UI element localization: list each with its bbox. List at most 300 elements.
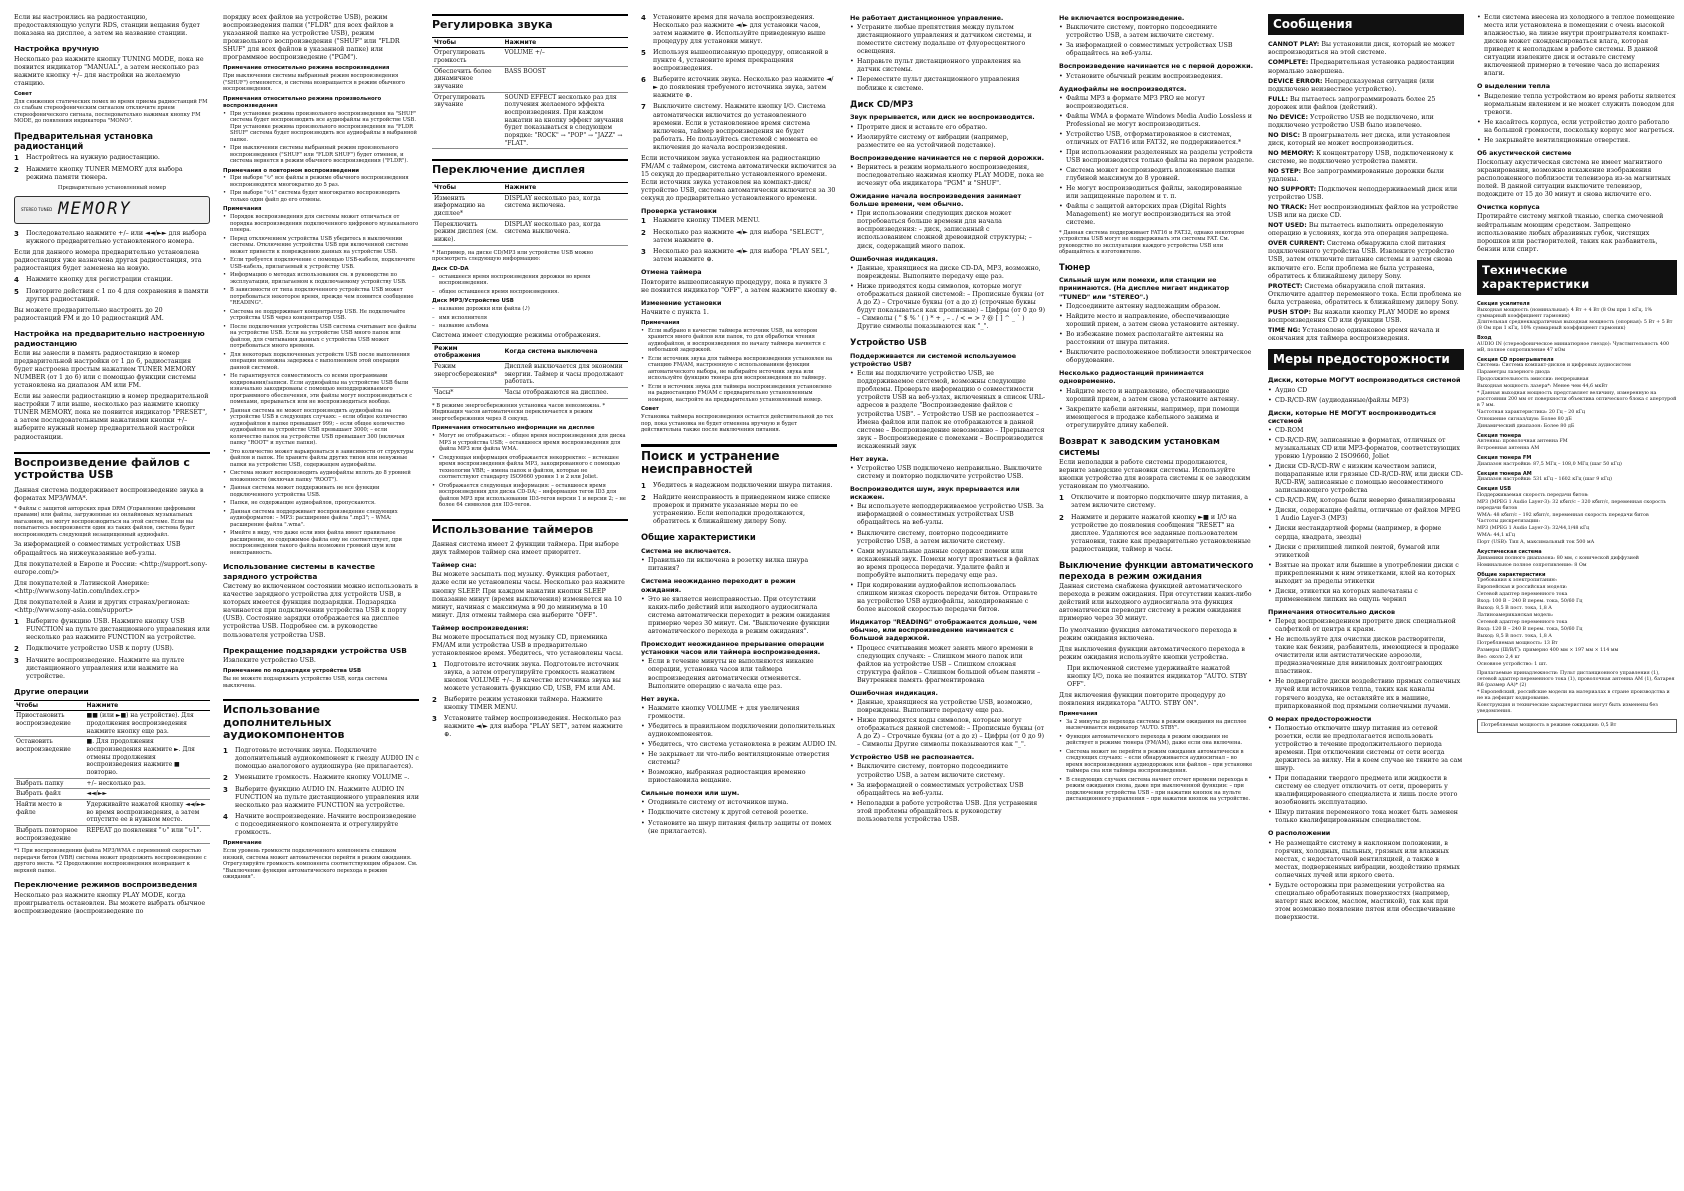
list-item: • Подключите систему к другой сетевой розетке. xyxy=(641,809,837,817)
messages-heading: Сообщения xyxy=(1268,14,1464,35)
list-item: • Если источник звука для таймера воспроизведения установлен на станцию FM/AM, настроенную с использованием функции автоматического выбора, не выбирайте источник звука или используйте функцию тюнера для воспроизведения по таймеру. xyxy=(641,356,837,382)
list-item: • Система не поддерживает концентратор USB. Не подключайте устройства USB через концентратор USB. xyxy=(223,309,419,322)
list-item: 1 Настройтесь на нужную радиостанцию. xyxy=(14,154,160,163)
spec-line: Поддерживаемая скорость передачи битов: xyxy=(1477,492,1589,498)
problem-heading: Сильные помехи или шум. xyxy=(641,789,740,798)
table-row: Переключить режим дисплея (см. ниже). DISPLAY несколько раз, когда система выключена. xyxy=(432,219,628,245)
list-item: • При выключении системы выбранный режим произвольного воспроизведения ("SHUF" или "FLDR SHUF") будет отменен, и система вернется в режим обычного воспроизведения ("FLDR"). xyxy=(223,145,419,165)
list-item: • Переместите пульт дистанционного управления поближе к системе. xyxy=(850,76,1046,92)
list-item: • Не гарантируется совместимость со всеми программами кодирования/записи. Если аудиофайлы на устройстве USB были изначально закодированы с помощью неподдерживаемого программного обеспечения, эти файлы могут воспроизводиться с помехами, прерываться или не воспроизводиться вообще. xyxy=(223,373,419,406)
list-item: • Данная система не может воспроизводить аудиофайлы на устройстве USB в следующих случаях: – если общее количество аудиофайлов в папке превышает 999; – если общее количество аудиофайлов на устройстве USB превышает 3000; – если количество папок на устройстве USB превышает 300 (включая папку "ROOT" и пустые папки). xyxy=(223,408,419,447)
spec-line: MP3 (MPEG 1 Audio Layer-3): 32/44,1/48 кГц xyxy=(1477,526,1590,532)
list-item: • Устраните любые препятствия между пультом дистанционного управления и датчиком системы, и поместите систему подальше от флуоресцентного освещения. xyxy=(850,24,1046,56)
rds-intro: Если вы настроились на радиостанцию, предоставляющую услуги RDS, станции вещания будет показана на дисплее, а затем на название станции. xyxy=(14,14,200,38)
ext-components-heading: Использование дополнительных аудиокомпонентов xyxy=(223,699,419,742)
list-item: • Нажмите кнопку VOLUME + для увеличения громкости. xyxy=(641,705,837,721)
cleaning-heading: Очистка корпуса xyxy=(1477,203,1540,212)
problem-heading: Индикатор "READING" отображается дольше, чем обычно, или воспроизведение начинается с большой задержкой. xyxy=(850,618,1037,643)
note-heading: Примечание относительно режима воспроизведения xyxy=(223,65,390,72)
change-heading: Изменение установки xyxy=(641,298,722,307)
list-item: • Вы используете неподдерживаемое устройство USB. За информацией о совместимых устройствах USB обращайтесь на веб-узлы. xyxy=(850,503,1046,527)
speaker-heading: Об акустической системе xyxy=(1477,148,1572,157)
charge-heading: Использование системы в качестве зарядного устройства xyxy=(223,562,375,581)
list-item: • Если в источник звука для таймера воспроизведения установлено на радиостанцию FM/AM с предварительно установленным номером, настройте на предварительно установленный номер. xyxy=(641,384,837,404)
list-item: • Неполадки в работе устройства USB. Для устранения этой проблемы обращайтесь к руководству пользователя устройства USB. xyxy=(850,800,1046,824)
list-item: 1 Отключите и повторно подключите шнур питания, а затем включите систему. xyxy=(1059,494,1249,510)
list-item: • Если в течение минуты не выполняются никакие операции, установка часов или таймера воспроизведения автоматически отменяется. Выполните операцию с начала еще раз. xyxy=(641,658,837,690)
list-item: PROTECT: Система обнаружила слой питания. Отключите адаптер переменного тока. Если проблема не была устранена, обратитесь к ближайшему дилеру Sony. xyxy=(1268,282,1462,306)
list-item: • Файлы MP3 в формате MP3 PRO не могут воспроизводиться. xyxy=(1059,95,1255,111)
list-item: • Взятые на прокат или бывшие в употреблении диски с прикрепленными к ним этикетками, клей на которых выходит за пределы этикетки xyxy=(1268,562,1464,586)
list-item: • Не используйте для очистки дисков растворители, такие как бензин, разбавитель, имеющиеся в продаже очистители или антистатические аэрозоли, предназначенные для виниловых долгоиграющих пластинок. xyxy=(1268,636,1464,676)
spec-line: Параметры лазерного диода xyxy=(1477,370,1550,376)
list-item: NO STEP: Все запрограммированные дорожки были удалены. xyxy=(1268,168,1444,184)
list-item: • Найдите место и направление, обеспечивающие хороший прием, а затем снова установите антенну. xyxy=(1059,313,1255,329)
troubleshooting-heading: Поиск и устранение неисправностей xyxy=(641,444,837,478)
note-heading: Примечания xyxy=(1059,710,1098,717)
play-timer-steps xyxy=(432,661,628,739)
list-item: TIME NG: Установлено одинаковое время начала и окончания для таймера воспроизведения. xyxy=(1268,326,1440,342)
spec-group-heading: Секция тюнера AM xyxy=(1477,470,1532,477)
play-timer-text: Вы можете просыпаться под музыку CD, приемника FM/AM или устройства USB в предварительно установленное время. Убедитесь, что установлены часы. xyxy=(432,633,623,657)
auto-standby-text-5: Для включения функции повторите процедуру до появления индикатора "AUTO. STBY ON". xyxy=(1059,691,1226,707)
factory-reset-text: Если неполадки в работе системы продолжаются, верните заводские установки системы. Используйте кнопки устройства для возврата системы к ее заводским установкам по умолчанию. xyxy=(1059,459,1251,491)
list-item: • CD-R/CD-RW, которые были неверно финализированы xyxy=(1268,497,1464,505)
listen-text-2: Если вы занесли радиостанцию в номер предварительной настройки 7 или выше, несколько раз нажмите кнопку TUNER MEMORY, пока не появится индикатор "PRESET", а затем последовательными нажатиями кнопки +/– выберите нужный номер предварительной настройки радиостанции. xyxy=(14,393,209,441)
sound-table: Чтобы Нажмите Отрегулировать громкость VOLUME +/– Обеспечить более динамичное звучание BASS BOOST Отрегулировать звучание SOUND EFFECT несколько раз для получения желаемого эффекта воспроизведения. При каждом нажатии на кнопку эффект звучания будет показываться в следующем порядке: "ROCK" → "POP" → "JAZZ" → "FLAT". xyxy=(432,37,628,150)
problem-heading: Ошибочная индикация. xyxy=(850,688,938,697)
display-modes-intro: Система имеет следующие режимы отображения. xyxy=(432,331,601,339)
spec-group-heading: Секция CD проигрывателя xyxy=(1477,356,1554,363)
spec-group-heading: Общие характеристики xyxy=(1477,571,1546,578)
stop-charge-text: Извлеките устройство USB. xyxy=(223,657,316,665)
list-item: • Система может воспроизводить вложенные папки глубиной максимум до 8 уровней. xyxy=(1059,167,1255,183)
list-item: • CD-R/CD-RW, записанные в форматах, отличных от музыкальных CD или MP3-форматов, соответствующих уровню 1/уровню 2 ISO9660, Joliet xyxy=(1268,437,1464,461)
list-item: CANNOT PLAY: Вы установили диск, который не может воспроизводиться на этой системе. xyxy=(1268,41,1455,57)
problem-heading: Ошибочная индикация. xyxy=(850,254,938,263)
safety-heading: О мерах предосторожности xyxy=(1268,714,1372,723)
spec-line: Порт (USB): Тип A, максимальный ток 500 мА xyxy=(1477,540,1595,546)
list-item: No DEVICE: Устройство USB не подключено, или подключено устройство USB было извлечено. xyxy=(1268,113,1434,129)
cd-mp3-heading: Диск CD/MP3 xyxy=(850,98,914,109)
list-item: • Перед отключением устройства USB убедитесь в выключении системы. Отключение устройства USB при включенной системе может привести к повреждению данных на устройстве USB. xyxy=(223,236,419,256)
fat-footnote: * Данная система поддерживает FAT16 и FAT32, однако некоторые устройства USB могут не поддерживать эти системы FAT. См. руководство по эксплуатации каждого устройства USB или обращайтесь к изготовителю. xyxy=(1059,229,1245,255)
timers-intro: Данная система имеет 2 функции таймера. При выборе двух таймеров таймер сна имеет приоритет. xyxy=(432,541,619,557)
specs-list xyxy=(1477,301,1677,715)
list-item: • Данные, хранящиеся на диске CD-DA, MP3, возможно, повреждены. Выполните передачу еще раз. xyxy=(850,265,1046,281)
list-item: 3 Последовательно нажмите +/– или ◄◄/►► для выбора нужного предварительно установленного номера. xyxy=(14,229,207,245)
spec-line: Прилагаемые принадлежности: Пульт дистанционного управления (1), сетевой адаптер переменного тока (1), проволочная антенна AM (1), батарея R6 (размер AA)* (2) xyxy=(1477,670,1675,688)
problem-heading: Нет звука. xyxy=(850,454,889,463)
preset-heading: Предварительная установка радиостанций xyxy=(14,130,154,152)
spec-line: AUDIO IN (стереофоническое миниатюрное гнездо): Чувствительность 400 мВ, полное сопротивление 47 кОм xyxy=(1477,341,1670,353)
list-item: • Сами музыкальные данные содержат помехи или искаженный звук. Помехи могут проявиться в файлах во время процесса передачи. Удалите файл и попробуйте выполнить передачу еще раз. xyxy=(850,548,1046,580)
list-item: NO DISC: В проигрыватель нет диска, или установлен диск, который не может воспроизводиться. xyxy=(1268,131,1451,147)
preset-steps-2 xyxy=(14,230,210,246)
problem-heading: Воспроизводится шум, звук прерывается или искажен. xyxy=(850,485,1020,502)
list-item: • Изолируйте систему от вибрации (например, разместите ее на устойчивой подставке). xyxy=(850,134,1046,150)
list-item: • Диски нестандартной формы (например, в форме сердца, квадрата, звезды) xyxy=(1268,525,1464,541)
list-item: 2 Нажмите и держите нажатой кнопку ►■ и I/⏻ на устройстве до появления сообщения "RESET" на дисплее. Удаляются все заданные пользователем установки, такие как предварительно установленные радиостанции, таймер и часы. xyxy=(1059,513,1251,553)
list-item: NO TRACK: Нет воспроизводимых файлов на устройстве USB или на диске CD. xyxy=(1268,204,1459,220)
problem-heading: Воспроизведение начинается не с первой дорожки. xyxy=(850,153,1044,162)
spec-group-heading: Секция тюнера xyxy=(1477,433,1522,440)
list-item: • Функция автоматического перехода в режим ожидания не действует в режиме тюнера (FM/AM), даже если она включена. xyxy=(1059,734,1255,747)
list-item: • Система может не перейти в режим ожидания автоматически в следующих случаях: – если обнаруживается аудиосигнал – во время воспроизведения аудиодорожек или файлов – при установке таймера сна или таймера воспроизведения. xyxy=(1059,749,1255,775)
list-item: 2 Найдите неисправность в приведенном ниже списке проверок и примите указанные меры по ее устранению. Если неполадки продолжаются, обратитесь к ближайшему дилеру Sony. xyxy=(641,494,831,526)
tip-text: Для снижения статических помех во время приема радиостанций FM со слабым стереофоническим сигналом отключите прием стереофонического сигнала, последовательно нажимая кнопку FM MODE, до появления индикатора "MONO". xyxy=(14,98,208,125)
problem-heading: Система не включается. xyxy=(641,547,732,556)
spec-line: Система: Система компакт-дисков и цифровых аудиосистем xyxy=(1477,363,1631,369)
column-4 xyxy=(641,14,837,1181)
problem-heading: Ожидание начала воспроизведения занимает больше времени, чем обычно. xyxy=(850,191,1022,209)
check-heading: Проверка установки xyxy=(641,207,717,216)
list-item: • Правильно ли включена в розетку вилка шнура питания? xyxy=(641,557,837,573)
list-item: • Убедитесь в правильном подключении дополнительных аудиокомпонентов. xyxy=(641,723,837,739)
table-row: Часы* Часы отображаются на дисплее. xyxy=(432,387,628,398)
list-item: 1 Нажмите кнопку TIMER MENU. xyxy=(641,217,760,226)
note-heading: Примечания xyxy=(641,319,680,326)
spec-group-heading: Вход xyxy=(1477,335,1492,342)
column-2 xyxy=(223,14,419,1181)
list-item: DEVICE ERROR: Непредсказуемая ситуация (или подключено неизвестное устройство). xyxy=(1268,77,1435,93)
auto-standby-text-4: При включенной системе удерживайте нажатой кнопку I/⏻, пока не появится индикатор "AUTO. STBY OFF". xyxy=(1067,664,1248,688)
display-footnote: * Например, на диске CD/MP3 или устройстве USB можно просмотреть следующую информацию: xyxy=(432,249,594,263)
column-3 xyxy=(432,14,628,1181)
table-row: Режим энергосбережения* Дисплей выключается для экономии энергии. Таймер и часы продолжают работать. xyxy=(432,361,628,387)
list-item: 1 Подготовьте источник звука. Подключите дополнительный аудиокомпонент к гнезду AUDIO IN с помощью аналогового аудиошнура (не прилагается). xyxy=(223,746,419,771)
list-item: • Диски, содержащие файлы, отличные от файлов MPEG 1 Audio Layer-3 (MP3) xyxy=(1268,507,1464,523)
list-item: 6 Выберите источник звука. Несколько раз нажмите ◄/► до появления требуемого источника звука, затем нажмите ⊕. xyxy=(641,76,834,100)
spec-line: Сетевой адаптер переменного тока xyxy=(1477,592,1568,598)
list-item: • Аудио CD xyxy=(1268,387,1464,395)
list-item: • Выключите систему, повторно подсоедините устройство USB, а затем включите систему. xyxy=(1059,24,1255,40)
list-item: NO SUPPORT: Подключен неподдерживаемый диск или устройство USB. xyxy=(1268,186,1458,202)
note-heading: Примечания о повторном воспроизведении xyxy=(223,167,360,174)
list-item: • Установите на шнур питания фильтр защиты от помех (не прилагается). xyxy=(641,820,837,836)
list-item: • За информацией о совместимых устройствах USB обращайтесь на веб-узлы. xyxy=(850,782,1046,798)
spec-line: Выход: 8,5 В пост. тока, 1,8 А xyxy=(1477,606,1552,612)
spec-line: Требования к электропитанию: xyxy=(1477,578,1558,584)
usb-steps xyxy=(14,618,210,681)
problem-heading: Не включается воспроизведение. xyxy=(1059,14,1185,22)
list-item: • Выделение тепла устройством во время работы является нормальным явлением и не может служить поводом для тревоги. xyxy=(1477,93,1677,117)
list-item: • Если вы подключите устройство USB, не поддерживаемое системой, возможны следующие проблемы. Проверьте информацию о совместимости устройств USB на веб-узлах, включенных в список URL-адресов в разделе "Воспроизведение файлов с устройства USB". – Устройство USB не распознается – Имена файлов или папок не отображаются в данной системе – Воспроизведение невозможно – Прерывается звук – Воспроизведение с помехами – Воспроизводится искаженный звук xyxy=(850,370,1046,450)
preset-steps xyxy=(14,154,210,182)
spec-line: Частоты дискретизации: xyxy=(1477,519,1540,525)
auto-standby-heading: Выключение функции автоматического перехода в режим ожидания xyxy=(1059,559,1254,581)
usb-info: За информацией о совместимых устройствах USB обращайтесь на нижеуказанные веб-узлы. xyxy=(14,541,181,557)
list-item: • Диски CD-R/CD-RW с низким качеством записи, поцарапанные или грязные CD-R/CD-RW, или диски CD-R/CD-RW, записанные с помощью несовместимого записывающего устройства xyxy=(1268,463,1464,495)
list-item: • Вернитесь в режим нормального воспроизведения, последовательно нажимая кнопку PLAY MODE, пока не исчезнут оба индикатора "PGM" и "SHUF". xyxy=(850,164,1046,188)
disc-notes-heading: Примечания относительно дисков xyxy=(1268,607,1396,616)
other-ops-table: Чтобы Нажмите Приостановить воспроизведение ■■ (или ►■) на устройстве). Для продолжения воспроизведения нажмите кнопку еще раз. Остановить воспроизведение ■. Для продолжения воспроизведения нажмите ►. Для отмены продолжения воспроизведения нажмите ■ повторно. Выбрать папку +/– несколько раз. Выбрать файл ◄◄/►► Найти место в файле Удерживайте нажатой кнопку ◄◄/►► во время воспроизведения, а затем отпустите ее в нужном месте. Выбрать повторное воспроизведение REPEAT до появления "↻" или "↻1". xyxy=(14,700,210,845)
spec-line: WMA: 48 кбит/с – 192 кбит/с, переменная скорость передачи битов xyxy=(1477,512,1649,518)
list-item: • CD-R/CD-RW (аудиоданные/файлы MP3) xyxy=(1268,397,1464,405)
spec-line: Встроенная антенна AM xyxy=(1477,446,1540,452)
column-6 xyxy=(1059,14,1255,1181)
spec-line: Основное устройство: 1 шт. xyxy=(1477,661,1548,667)
list-item: 2 Нажмите кнопку TUNER MEMORY для выбора режима памяти тюнера. xyxy=(14,166,183,182)
preset-caption: Предварительно установленный номер xyxy=(57,185,167,192)
play-modes-text: Несколько раз нажмите кнопку PLAY MODE, когда проигрыватель остановлен. Вы можете выбрать обычное воспроизведение (воспроизведение по xyxy=(14,891,206,915)
note-text: Вы не можете подзаряжать устройство USB, когда система выключена. xyxy=(223,676,388,689)
list-item: • Следующая информация отображается некорректно: – истекшее время воспроизведения файла MP3, закодированного с помощью технологии VBR; – имена папок и файлов, которые не соответствуют стандарту ISO9660 уровня 1 и 2 или Joliet. xyxy=(432,455,628,481)
tip-heading: Совет xyxy=(641,406,659,413)
cancel-heading: Отмена таймера xyxy=(641,268,702,277)
speaker-text: Поскольку акустическая система не имеет магнитного экранирования, возможно искажение изображения расположенного поблизости телевизора из-за магнитных полей. В данной ситуации выключите телевизор, подождите от 15 до 30 минут и снова включите его. xyxy=(1477,159,1671,199)
note-heading: Примечания xyxy=(223,206,262,213)
list-item: – оставшееся время воспроизведения дорожки во время воспроизведения. xyxy=(432,274,628,287)
spec-line: Сетевой адаптер переменного тока xyxy=(1477,620,1568,626)
list-item: • Устройство USB, отформатированное в системах, отличных от FAT16 или FAT32, не поддерживается.* xyxy=(1059,131,1255,147)
spec-line: * Данная выходная мощность представляет величину, измеренную на расстоянии 200 мм от поверхности объектива оптического блока с апертурой в 7 мм. xyxy=(1477,391,1677,409)
spec-line: Диапазон настройки: 531 кГц – 1602 кГц (шаг 9 кГц) xyxy=(1477,477,1612,483)
list-item: • Если выбрано в качестве таймера источник USB, на котором хранится много файлов или папок, то для обработки чтения аудиофайлов, и воспроизведения по началу таймера начнется с небольшой задержкой. xyxy=(641,328,837,354)
tip-heading: Совет xyxy=(14,90,32,97)
list-item: • CD-ROM xyxy=(1268,427,1464,435)
problem-heading: Сильный шум или помехи, или станции не принимаются. (На дисплее мигает индикатор "TUNED" или "STEREO".) xyxy=(1059,276,1230,301)
list-item: • Папки, не содержащие аудиофайлов, пропускаются. xyxy=(223,500,419,507)
tuner-heading: Тюнер xyxy=(1059,261,1091,272)
list-item: • Подсоедините антенну надлежащим образом. xyxy=(1059,303,1255,311)
play-timer-steps-cont xyxy=(641,14,837,152)
list-item: – название альбома xyxy=(432,323,628,330)
list-item: 1 Выберите функцию USB. Нажмите кнопку USB FUNCTION на пульте дистанционного управления или несколько раз нажмите FUNCTION на устройстве. xyxy=(14,617,210,641)
play-timer-heading: Таймер воспроизведения: xyxy=(432,623,529,632)
list-item: • Протрите диск и вставьте его обратно. xyxy=(850,124,1046,132)
spec-line: Диапазон настройки: 87,5 МГц – 108,0 МГц (шаг 50 кГц) xyxy=(1477,461,1622,467)
column-1 xyxy=(14,14,210,1181)
list-item: • Для некоторых подключенных устройств USB после выполнения операции возможна задержка с выполнением этой операции данной системой. xyxy=(223,352,419,372)
display-modes-table: Режим отображения Когда система выключена Режим энергосбережения* Дисплей выключается для экономии энергии. Таймер и часы продолжают работать. Часы* Часы отображаются на дисплее. xyxy=(432,343,628,399)
manual-tuning-text: Несколько раз нажмите кнопку TUNING MODE, пока не появится индикатор "MANUAL", а затем несколько раз нажмите кнопку +/– для настройки на желаемую станцию. xyxy=(14,55,204,87)
spec-line: Латиноамериканская модель: xyxy=(1477,613,1554,619)
placement-heading: О расположении xyxy=(1268,829,1331,838)
mp3-heading: Диск MP3/Устройство USB xyxy=(432,298,514,305)
list-item: • Устройство USB подключено неправильно. Выключите систему и повторно подключите устройство USB. xyxy=(850,465,1046,481)
preset-replace-text: Если для данного номера предварительно установлена радиостанция уже назначена другая радиостанция, эта радиостанция будет заменена на новую. xyxy=(14,248,202,272)
list-item: 1 Убедитесь в надежном подключении шнура питания. xyxy=(641,482,833,491)
spec-line: Вход: 120 В – 240 В перем. тока, 50/60 Гц xyxy=(1477,627,1583,633)
list-item: 3 Установите таймер воспроизведения. Несколько раз нажмите ◄/► для выбора "PLAY SET", затем нажмите ⊕. xyxy=(432,715,623,739)
note-heading: Примечания относительно режима произвольного воспроизведения xyxy=(223,95,382,109)
list-item: • Выключите расположенное поблизости электрическое оборудование. xyxy=(1059,349,1255,365)
spec-line: Динамический диапазон: Более 80 дБ xyxy=(1477,424,1575,430)
spec-line: Длительная среднеквадратичная выходная мощность (опорная): 5 Вт + 5 Вт (8 Ом при 1 кГц, 10% суммарный коэффициент гармоник) xyxy=(1477,320,1673,332)
display-table: Чтобы Нажмите Изменить информацию на дисплее* DISPLAY несколько раз, когда система включена. Переключить режим дисплея (см. ниже). DISPLAY несколько раз, когда система выключена. xyxy=(432,182,628,246)
unplayable-discs-heading: Диски, которые НЕ МОГУТ воспроизводиться системой xyxy=(1268,408,1436,425)
list-item: • За информацией о совместимых устройствах USB обращайтесь на веб-узлы. xyxy=(1059,42,1255,58)
list-item: • Файлы WMA в формате Windows Media Audio Lossless и Professional не могут воспроизводиться. xyxy=(1059,113,1255,129)
spec-line: Продолжительность эмиссии: непрерывная xyxy=(1477,377,1589,383)
list-item: • Имейте в виду, что даже если имя файла имеет правильное расширение, но содержимое файла ему не соответствует, при воспроизведении такого файла возможен громкий шум или неисправность. xyxy=(223,530,419,556)
display-indicators: STEREO TUNED xyxy=(21,207,53,213)
tip-text: Установка таймера воспроизведения остается действительной до тех пор, пока установка не будет отменена вручную и будет действительна также после выключения питания. xyxy=(641,414,834,434)
list-item: 2 Уменьшите громкость. Нажмите кнопку VOLUME –. xyxy=(223,774,410,783)
list-item: • Отодвиньте систему от источников шума. xyxy=(641,799,837,807)
table-row: Отрегулировать громкость VOLUME +/– xyxy=(432,48,628,66)
usb-notes-list xyxy=(223,214,419,556)
list-item: • При использовании следующих дисков может потребоваться больше времени для начала воспроизведения: – диск, записанный с использованием сложной древовидной структуры; – диск, содержащий много папок. xyxy=(850,210,1046,250)
list-item: • При выборе "↻1" система будет многократно воспроизводить только один файл до его отмены. xyxy=(223,190,419,203)
note-heading: Примечания относительно информации на дисплее xyxy=(432,425,595,432)
usb-playback-heading: Воспроизведение файлов с устройства USB xyxy=(14,452,210,482)
sound-heading: Регулировка звука xyxy=(432,14,628,32)
spec-line: Выходная мощность лазера*: Менее чем 44,6 мкВт xyxy=(1477,384,1608,390)
list-item: • Установите обычный режим воспроизведения. xyxy=(1059,73,1255,81)
list-item: NO MEMORY: К концентратору USB, подключенному к системе, не подключено устройства памяти. xyxy=(1268,149,1454,165)
other-ops-heading: Другие операции xyxy=(14,687,89,697)
display-heading: Переключение дисплея xyxy=(432,159,628,177)
usb-url-europe: Для покупателей в Европе и России: <http://support.sony-europe.com/> xyxy=(14,560,208,576)
list-item: • Не подвергайте диски воздействию прямых солнечных лучей или источников тепла, таких как каналы горячего воздуха, не оставляйте их в машине, припаркованной под прямыми солнечными лучами. xyxy=(1268,678,1464,710)
spec-group-heading: Секция усилителя xyxy=(1477,301,1530,308)
precautions-heading: Меры предосторожности xyxy=(1268,349,1464,370)
list-item: • Убедитесь, что система установлена в режим AUDIO IN. xyxy=(641,741,837,749)
list-item: • Могут не отображаться: – общее время воспроизведения для диска MP3 и устройства USB; – оставшееся время воспроизведения для файла MP3 или файла WMA. xyxy=(432,433,628,453)
problem-heading: Несколько радиостанций принимается одновременно. xyxy=(1059,369,1204,386)
list-item: • При попадании твердого предмета или жидкости в систему ее следует отключить от сети, проверить у квалифицированного специалиста и лишь после этого возобновить эксплуатацию. xyxy=(1268,775,1464,807)
table-row: Остановить воспроизведение ■. Для продолжения воспроизведения нажмите ►. Для отмены продолжения воспроизведения нажмите ■ повторно. xyxy=(14,737,210,778)
list-item: • Направьте пульт дистанционного управления на датчик системы. xyxy=(850,58,1046,74)
auto-standby-text-1: Данная система снабжена функцией автоматического перехода в режим ожидания. При отсутствии каких-либо действий или выходного аудиосигнала эта функция автоматически переводит систему в режим ожидания примерно через 30 минут. xyxy=(1059,583,1252,623)
list-item: • За 2 минуты до перехода системы в режим ожидания на дисплее высвечивается индикатор "AUTO. STBY". xyxy=(1059,719,1255,732)
list-item: 2 Подключите устройство USB к порту (USB). xyxy=(14,644,174,653)
list-item: • Во избежание помех располагайте антенны на расстоянии от шнура питания. xyxy=(1059,331,1255,347)
table-row: Выбрать повторное воспроизведение REPEAT до появления "↻" или "↻1". xyxy=(14,825,210,843)
problem-heading: Звук прерывается, или диск не воспроизводится. xyxy=(850,113,1035,122)
spec-group-heading: Секция тюнера FM xyxy=(1477,455,1532,462)
sleep-timer-heading: Таймер сна: xyxy=(432,561,477,570)
spec-line: Выходная мощность (номинальная): 4 Вт + 4 Вт (8 Ом при 1 кГц, 1% суммарный коэффициент гармоник) xyxy=(1477,307,1653,319)
factory-reset-heading: Возврат к заводским установкам системы xyxy=(1059,435,1220,457)
cleaning-text: Протирайте систему мягкой тканью, слегка смоченной нейтральным моющим средством. Запрещено использование любых абразивных губок, чистящих порошков или растворителей, таких как разбавитель, бензин или спирт. xyxy=(1477,213,1664,253)
problem-heading: Устройство USB не распознается. xyxy=(850,753,975,762)
spec-line: MP3 (MPEG 1 Audio Layer-3): 32 кбит/с – 320 кбит/с, переменная скорость передачи битов xyxy=(1477,499,1666,511)
list-item: • Система может воспроизводить аудиофайлы вплоть до 8 уровней вложенности (включая папку "ROOT"). xyxy=(223,470,419,483)
spec-group-heading: Секция USB xyxy=(1477,486,1512,493)
list-item: • Ниже приводятся коды символов, которые могут отображаться данной системой: – Прописные буквы (от A до Z) – Строчные буквы (от a до z) – Цифры (от 0 до 9) – Символы Другие символы показываются как "_". xyxy=(850,717,1046,749)
list-item: • Данные, хранящиеся на устройстве USB, возможно, повреждены. Выполните передачу еще раз. xyxy=(850,699,1046,715)
problem-heading: Нет звука. xyxy=(641,694,680,703)
list-item: • Перед воспроизведением протрите диск специальной салфеткой от центра к краям. xyxy=(1268,618,1464,634)
list-item: • Выключите систему, повторно подсоедините устройство USB, а затем включите систему. xyxy=(850,530,1046,546)
manual-tuning-heading: Настройка вручную xyxy=(14,44,99,54)
spec-line: Выход: 8,5 В пост. тока, 1,8 А xyxy=(1477,634,1552,640)
auto-standby-text-2: По умолчанию функция автоматического перехода в режим ожидания включена. xyxy=(1059,626,1237,642)
change-text: Начните с пункта 1. xyxy=(641,308,709,316)
list-item: – название дорожки или файла (♪) xyxy=(432,306,628,313)
list-item: • При кодировании аудиофайлов использовалась слишком низкая скорость передачи битов. Отправьте на устройство USB аудиофайлы, закодированные с более высокой скоростью передачи битов. xyxy=(850,582,1046,614)
list-item: • Это количество может варьироваться в зависимости от структуры файлов и папок. Не храните файлы других типов или ненужные папки на устройстве USB, содержащем аудиофайлы. xyxy=(223,449,419,469)
usb-device-heading: Устройство USB xyxy=(850,337,927,348)
list-item: • Выключите систему, повторно подсоедините устройство USB, а затем включите систему. xyxy=(850,763,1046,779)
usb-url-asia: Для покупателей в Азии и других странах/регионах: <http://www.sony-asia.com/support> xyxy=(14,598,190,614)
spec-line: Потребляемая мощность: 13 Вт xyxy=(1477,641,1558,647)
list-item: COMPLETE: Предварительная установка радиостанции нормально завершена. xyxy=(1268,59,1455,75)
column-8 xyxy=(1477,14,1677,1181)
list-item: 4 Нажмите кнопку для регистрации станции. xyxy=(14,275,173,284)
list-item: • При выборе "↻" все файлы в режиме обычного воспроизведения воспроизводятся многократно до 5 раз. xyxy=(223,175,419,188)
list-item: • Закрепите кабели антенны, например, при помощи имеющегося в продаже кабельного зажима и отрегулируйте длину кабелей. xyxy=(1059,406,1255,430)
list-item: • При установке режима произвольного воспроизведения на "SHUF" система будет воспроизводить все аудиофайлы на устройстве USB. При установке режима произвольного воспроизведения на "FLDR SHUF" система будет воспроизводить все аудиофайлы в выбранной папке. xyxy=(223,111,419,144)
charge-text: Систему во включенном состоянии можно использовать в качестве зарядного устройства для устройств USB, в которых имеется функция подзарядки. Подзарядка начинается при подключении устройства USB к порту (USB). Состояние зарядки отображается на дисплее устройства USB. Подробнее см. в руководстве пользователя устройства USB. xyxy=(223,583,418,639)
list-item: • Если система внесена из холодного в теплое помещение места или установлена в помещении с очень высокой влажностью, на линзе внутри проигрывателя компакт-дисков может сконденсироваться влага, которая приведет к неполадкам в работе системы. В данной ситуации извлеките диск и оставьте систему включенной примерно в течение часа до испарения влаги. xyxy=(1477,14,1677,78)
problem-heading: Система неожиданно переходит в режим ожидания. xyxy=(641,577,796,594)
listen-preset-heading: Настройка на предварительно настроенную радиостанцию xyxy=(14,329,205,348)
playable-discs-heading: Диски, которые МОГУТ воспроизводиться системой xyxy=(1268,376,1461,385)
note-text: Если уровень громкости подключенного компонента слишком низкий, система может автоматически перейти в режим ожидания. Отрегулируйте громкость компонента соответствующим образом. См. "Выключение функции автоматического перехода в режим ожидания". xyxy=(223,848,418,881)
table-row: Отрегулировать звучание SOUND EFFECT несколько раз для получения желаемого эффекта воспроизведения. При каждом нажатии на кнопку эффект звучания будет показываться в следующем порядке: "ROCK" → "POP" → "JAZZ" → "FLAT". xyxy=(432,92,628,149)
list-item: • Не могут воспроизводиться файлы, закодированные или защищенные паролем и т. п. xyxy=(1059,185,1255,201)
list-item: • Порядок воспроизведения для системы может отличаться от порядка воспроизведения подключенного цифрового музыкального плеера. xyxy=(223,214,419,234)
note-heading: Примечание по подзарядке устройства USB xyxy=(223,668,362,675)
list-item: 1 Подготовьте источник звука. Подготовьте источник звука, а затем отрегулируйте громкость нажатием кнопок VOLUME +/–. В качестве источника звука вы можете установить функцию CD, USB, FM или AM. xyxy=(432,661,621,693)
spec-line: Антенны: проволочная антенна FM xyxy=(1477,439,1568,445)
list-item: • Шнур питания переменного тока может быть заменен только квалифицированным специалистом. xyxy=(1268,809,1464,825)
list-item: • Не размещайте систему в наклонном положении, в горячих, холодных, пыльных, грязных или влажных местах, с недостаточной вентиляцией, а также в местах, подверженных вибрации, воздействию прямых солнечных лучей или яркого света. xyxy=(1268,840,1464,880)
list-item: 5 Используя вышеописанную процедуру, описанной в пункте 4, установите время прекращения воспроизведения. xyxy=(641,49,829,73)
list-item: • Диски, этикетки на которых напечатаны с применением липких на ощупь чернил xyxy=(1268,588,1464,604)
list-item: • Файлы с защитой авторских прав (Digital Rights Management) не могут воспроизводиться на этой системе. xyxy=(1059,203,1255,227)
list-item: 5 Повторите действия с 1 по 4 для сохранения в памяти других радиостанций. xyxy=(14,287,209,303)
list-item: • При использовании разделенных на разделы устройств USB воспроизводятся только файлы на первом разделе. xyxy=(1059,149,1255,165)
spec-line: Вес: около 2,4 кг xyxy=(1477,655,1521,660)
usb-footnote: * Файлы с защитой авторских прав DRM (Управление цифровыми правами) или файлы, загруженные из онлайновых музыкальных магазинов, не могут воспроизводиться на этой системе. Если вы попытаетесь воспроизвести один из таких файлов, система будет воспроизводить следующий незащищенный аудиофайл. xyxy=(14,505,196,538)
list-item: FULL: Вы пытаетесь запрограммировать более 25 дорожек или файлов (действий). xyxy=(1268,95,1436,111)
spec-line: Конструкция и технические характеристики могут быть изменены без уведомления. xyxy=(1477,702,1658,714)
usb-url-latin: Для покупателей в Латинской Америке: <http://www.sony-latin.com/index.crp> xyxy=(14,579,150,595)
table-row: Выбрать папку +/– несколько раз. xyxy=(14,778,210,789)
table-row: Найти место в файле Удерживайте нажатой кнопку ◄◄/►► во время воспроизведения, а затем отпустите ее в нужном месте. xyxy=(14,799,210,825)
lcd-display-illustration xyxy=(14,196,210,224)
list-item: • Данная система поддерживает воспроизведение следующих аудиоформатов: – MP3: расширение файла ".mp3"; – WMA: расширение файла ".wma". xyxy=(223,509,419,529)
spec-group-heading: Акустическая система xyxy=(1477,549,1542,556)
list-item: • Если требуется подключение с помощью USB-кабеля, подключите USB-кабель, прилагаемый к устройству USB. xyxy=(223,257,419,270)
tuner-timer-text: Если источником звука установлен на радиостанцию FM/AM с таймером, система автоматически включится за 15 секунд до предварительно установленного времени. Если источник звука установлен на компакт-диск/устройство USB, система автоматически включится за 30 секунд до предварительно установленного времени. xyxy=(641,154,837,202)
list-item: – общее оставшееся время воспроизведения. xyxy=(432,289,628,296)
list-item: • В следующих случаях система начнет отсчет времени перехода в режим ожидания снова, даже при выключенной функции: – при подключении устройства USB – при нажатии кнопок на пульте дистанционного управления – при нажатии кнопок на устройстве. xyxy=(1059,777,1255,803)
list-item: • Информацию о методах использования см. в руководстве по эксплуатации, прилагаемом к подключаемому устройству USB. xyxy=(223,272,419,285)
spec-line: Динамики полного диапазона: 80 мм, с конической диффузией xyxy=(1477,555,1639,561)
list-item: • Не закрывайте вентиляционные отверстия. xyxy=(1477,137,1677,145)
spec-line: Размеры (Ш/В/Г): примерно 400 мм × 197 мм × 114 мм xyxy=(1477,648,1619,654)
cancel-text: Повторите вышеописанную процедуру, пока в пункте 3 не появится индикатор "OFF", а затем нажмите кнопку ⊕. xyxy=(641,278,837,294)
messages-list xyxy=(1268,41,1464,343)
spec-line: * Европейский, российские модели на материалах в стране производства и не на дефицит кодирование. xyxy=(1477,689,1670,701)
list-item: • Полностью отключите шнур питания из сетевой розетки, если не предполагается использовать устройство в течение продолжительного периода времени. При отключении системы от сети всегда держитесь за вилку. Ни в коем случае не тяните за сам шнур. xyxy=(1268,725,1464,773)
table-row: Обеспечить более динамичное звучание BASS BOOST xyxy=(432,66,628,92)
list-item: • Отображается следующая информация: – оставшееся время воспроизведения для диска CD-DA; – информация тегов ID3 для файлов MP3 при использовании ID3-тегов версии 1 и версии 2; – не более 64 символов для ID3-тегов. xyxy=(432,483,628,509)
spec-line: Вход: 100 В – 240 В перем. тока, 50/60 Гц xyxy=(1477,599,1583,605)
usb-intro: Данная система поддерживает воспроизведение звука в форматах MP3/WMA*. xyxy=(14,486,204,502)
list-item: • В зависимости от типа подключенного устройства USB может потребоваться некоторое время, прежде чем появится сообщение "READING". xyxy=(223,287,419,307)
list-item: 4 Установите время для начала воспроизведения. Несколько раз нажмите ◄/► для установки часов, затем нажмите ⊕. Используйте приведенную выше процедуру для установки минут. xyxy=(641,14,826,46)
list-item: NOT USED: Вы пытаетесь выполнить определенную операцию в условиях, когда эта операция запрещена. xyxy=(1268,222,1449,238)
ops-footnote: *1 При воспроизведении файла MP3/WMA с переменной скоростью передачи битов (VBR) система может продолжить воспроизведение с другого места. *2 Продолжение воспроизведения возвращает к верхней папке. xyxy=(14,848,207,874)
preset-count-text: Вы можете предварительно настроить до 20 радиостанций FM и до 10 радиостанций AM. xyxy=(14,307,164,323)
sleep-timer-text: Вы можете засыпать под музыку. Функция работает, даже если не установлены часы. Несколько раз нажмите кнопку SLEEP. При каждом нажатии кнопки SLEEP показание минут (время выключения) изменяется на 10 минут, начиная с максимума в 90 до минимума в 10 минут. Для отмены таймера сна выберите "OFF". xyxy=(432,571,625,619)
list-item: 2 Выберите режим установки таймера. Нажмите кнопку TIMER MENU. xyxy=(432,696,603,712)
standby-power-box: Потребляемая мощность в режиме ожидания: 0,5 Вт xyxy=(1477,719,1677,733)
problem-heading: Происходит неожиданное прерывание операции установки часов или таймера воспроизведения. xyxy=(641,640,825,657)
list-item: PUSH STOP: Вы нажали кнопку PLAY MODE во время воспроизведения CD или функции USB. xyxy=(1268,308,1450,324)
play-modes-cont: порядку всех файлов на устройстве USB), режим воспроизведения папки ("FLDR" для всех файлов в указанной папке на устройстве USB), режим произвольного воспроизведения ("SHUF" или "FLDR SHUF" для всех файлов в указанной папке) или программное воспроизведение ("PGM"). xyxy=(223,14,400,62)
list-item: 7 Выключите систему. Нажмите кнопку I/⏻. Система автоматически включится до установленного времени. Если в установленное время система включена, таймер воспроизведения не будет работать. Не пользуйтесь системой с момента ее включения до начала воспроизведения. xyxy=(641,103,826,151)
timers-heading: Использование таймеров xyxy=(432,519,628,537)
list-item: 3 Начните воспроизведение. Нажмите на пульте дистанционного управления или нажмите на устройстве. xyxy=(14,656,185,681)
